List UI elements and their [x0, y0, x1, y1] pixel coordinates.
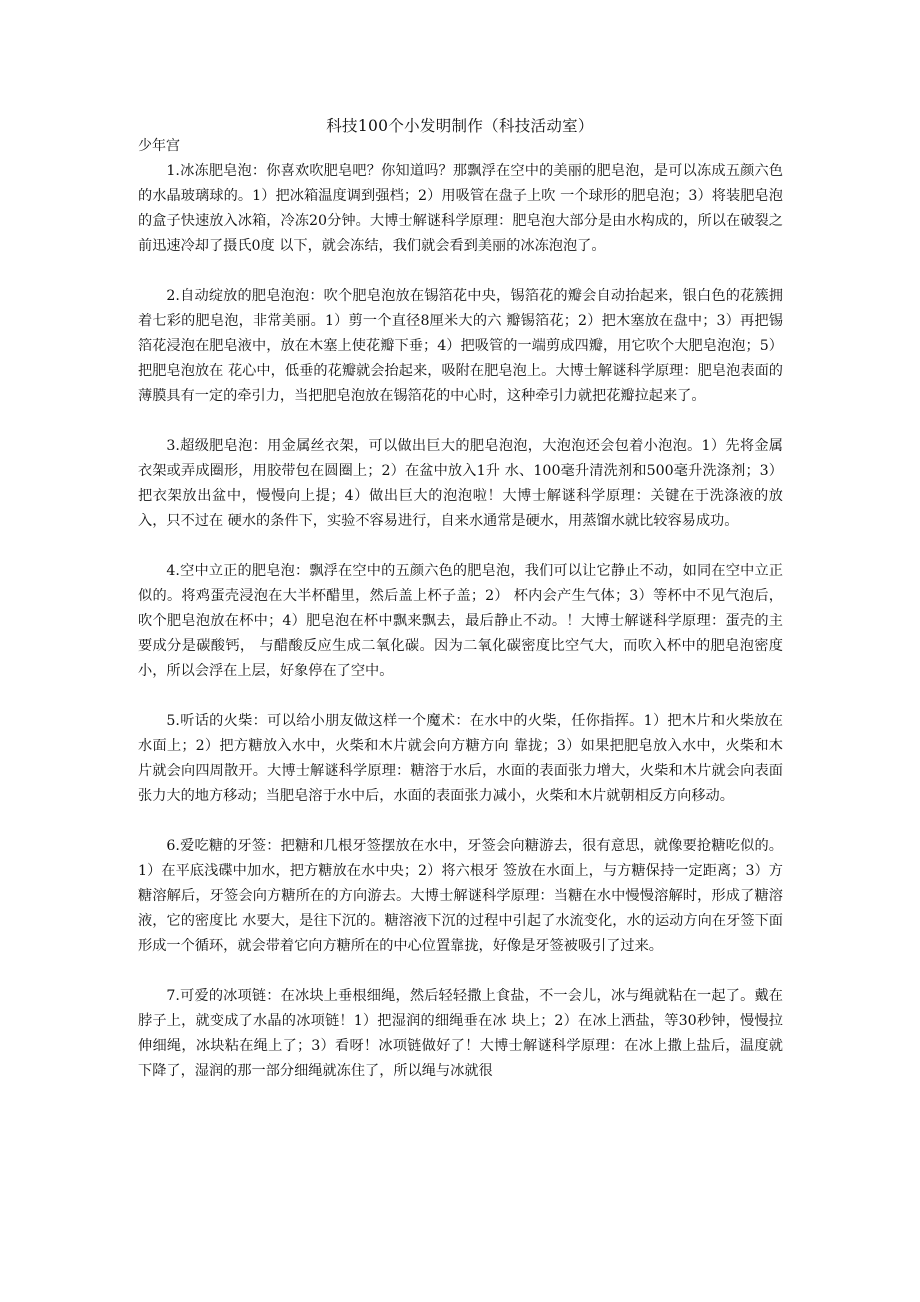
document-title: 科技100个小发明制作（科技活动室）: [326, 117, 594, 135]
document-subtitle: 少年宫: [138, 138, 180, 154]
paragraph-1: 1.冰冻肥皂泡：你喜欢吹肥皂吧？你知道吗？那飘浮在空中的美丽的肥皂泡，是可以冻成五颜六色的水晶玻璃球的。1）把冰箱温度调到强档；2）用吸管在盘子上吹 一个球形的肥皂泡；3）将装肥皂泡的盒子快速放入冰箱，冷冻20分钟。大博士解谜科学原理：肥皂泡大部分是由水构成的，所以在破裂之前迅速冷却了摄氏0度 以下，就会冻结，我们就会看到美丽的冰冻泡泡了。: [138, 163, 783, 254]
paragraph-4: 4.空中立正的肥皂泡：飘浮在空中的五颜六色的肥皂泡，我们可以让它静止不动，如同在空中立正似的。将鸡蛋壳浸泡在大半杯醋里，然后盖上杯子盖；2） 杯内会产生气体；3）等杯中不见气泡后，吹个肥皂泡放在杯中；4）肥皂泡在杯中飘来飘去，最后静止不动。！大博士解谜科学原理：蛋壳的主要成分是碳酸钙， 与醋酸反应生成二氧化碳。因为二氧化碳密度比空气大，而吹入杯中的肥皂泡密度小，所以会浮在上层，好象停在了空中。: [138, 563, 783, 679]
paragraph-2: 2.自动绽放的肥皂泡泡：吹个肥皂泡放在锡箔花中央，锡箔花的瓣会自动抬起来，银白色的花簇拥着七彩的肥皂泡，非常美丽。1）剪一个直径8厘米大的六 瓣锡箔花；2）把木塞放在盘中；3）再把锡箔花浸泡在肥皂液中，放在木塞上使花瓣下垂；4）把吸管的一端剪成四瓣，用它吹个大肥皂泡泡；5）把肥皂泡放在 花心中，低垂的花瓣就会抬起来，吸附在肥皂泡上。大博士解谜科学原理：肥皂泡表面的薄膜具有一定的牵引力，当把肥皂泡放在锡箔花的中心时，这种牵引力就把花瓣拉起来了。: [138, 288, 783, 404]
paragraph-6: 6.爱吃糖的牙签：把糖和几根牙签摆放在水中，牙签会向糖游去，很有意思，就像要抢糖吃似的。1）在平底浅碟中加水，把方糖放在水中央；2）将六根牙 签放在水面上，与方糖保持一定距离；3）方糖溶解后，牙签会向方糖所在的方向游去。大博士解谜科学原理：当糖在水中慢慢溶解时，形成了糖溶液，它的密度比 水要大，是往下沉的。糖溶液下沉的过程中引起了水流变化，水的运动方向在牙签下面形成一个循环，就会带着它向方糖所在的中心位置靠拢，好像是牙签被吸引了过来。: [138, 838, 783, 954]
paragraph-7: 7.可爱的冰项链：在冰块上垂根细绳，然后轻轻撒上食盐，不一会儿，冰与绳就粘在一起了。戴在脖子上，就变成了水晶的冰项链！1）把湿润的细绳垂在冰 块上；2）在冰上洒盐，等30秒钟，慢慢拉伸细绳，冰块粘在绳上了；3）看呀！冰项链做好了！大博士解谜科学原理：在冰上撒上盐后，温度就下降了，湿润的那一部分细绳就冻住了，所以绳与冰就很: [138, 988, 783, 1079]
document-body: [138, 159, 783, 1109]
paragraph-5: 5.听话的火柴：可以给小朋友做这样一个魔术：在水中的火柴，任你指挥。1）把木片和火柴放在水面上；2）把方糖放入水中，火柴和木片就会向方糖方向 靠拢；3）如果把肥皂放入水中，火柴和木片就会向四周散开。大博士解谜科学原理：糖溶于水后，水面的表面张力增大，火柴和木片就会向表面张力大的地方移动；当肥皂溶于水中后，水面的表面张力减小，火柴和木片就朝相反方向移动。: [138, 713, 783, 804]
paragraph-3: 3.超级肥皂泡：用金属丝衣架，可以做出巨大的肥皂泡泡，大泡泡还会包着小泡泡。1）先将金属衣架或弄成圈形，用胶带包在圆圈上；2）在盆中放入1升 水、100毫升清洗剂和500毫升洗涤剂；3）把衣架放出盆中，慢慢向上提；4）做出巨大的泡泡啦！大博士解谜科学原理：关键在于洗涤液的放入，只不过在 硬水的条件下，实验不容易进行，自来水通常是硬水，用蒸馏水就比较容易成功。: [138, 438, 783, 529]
